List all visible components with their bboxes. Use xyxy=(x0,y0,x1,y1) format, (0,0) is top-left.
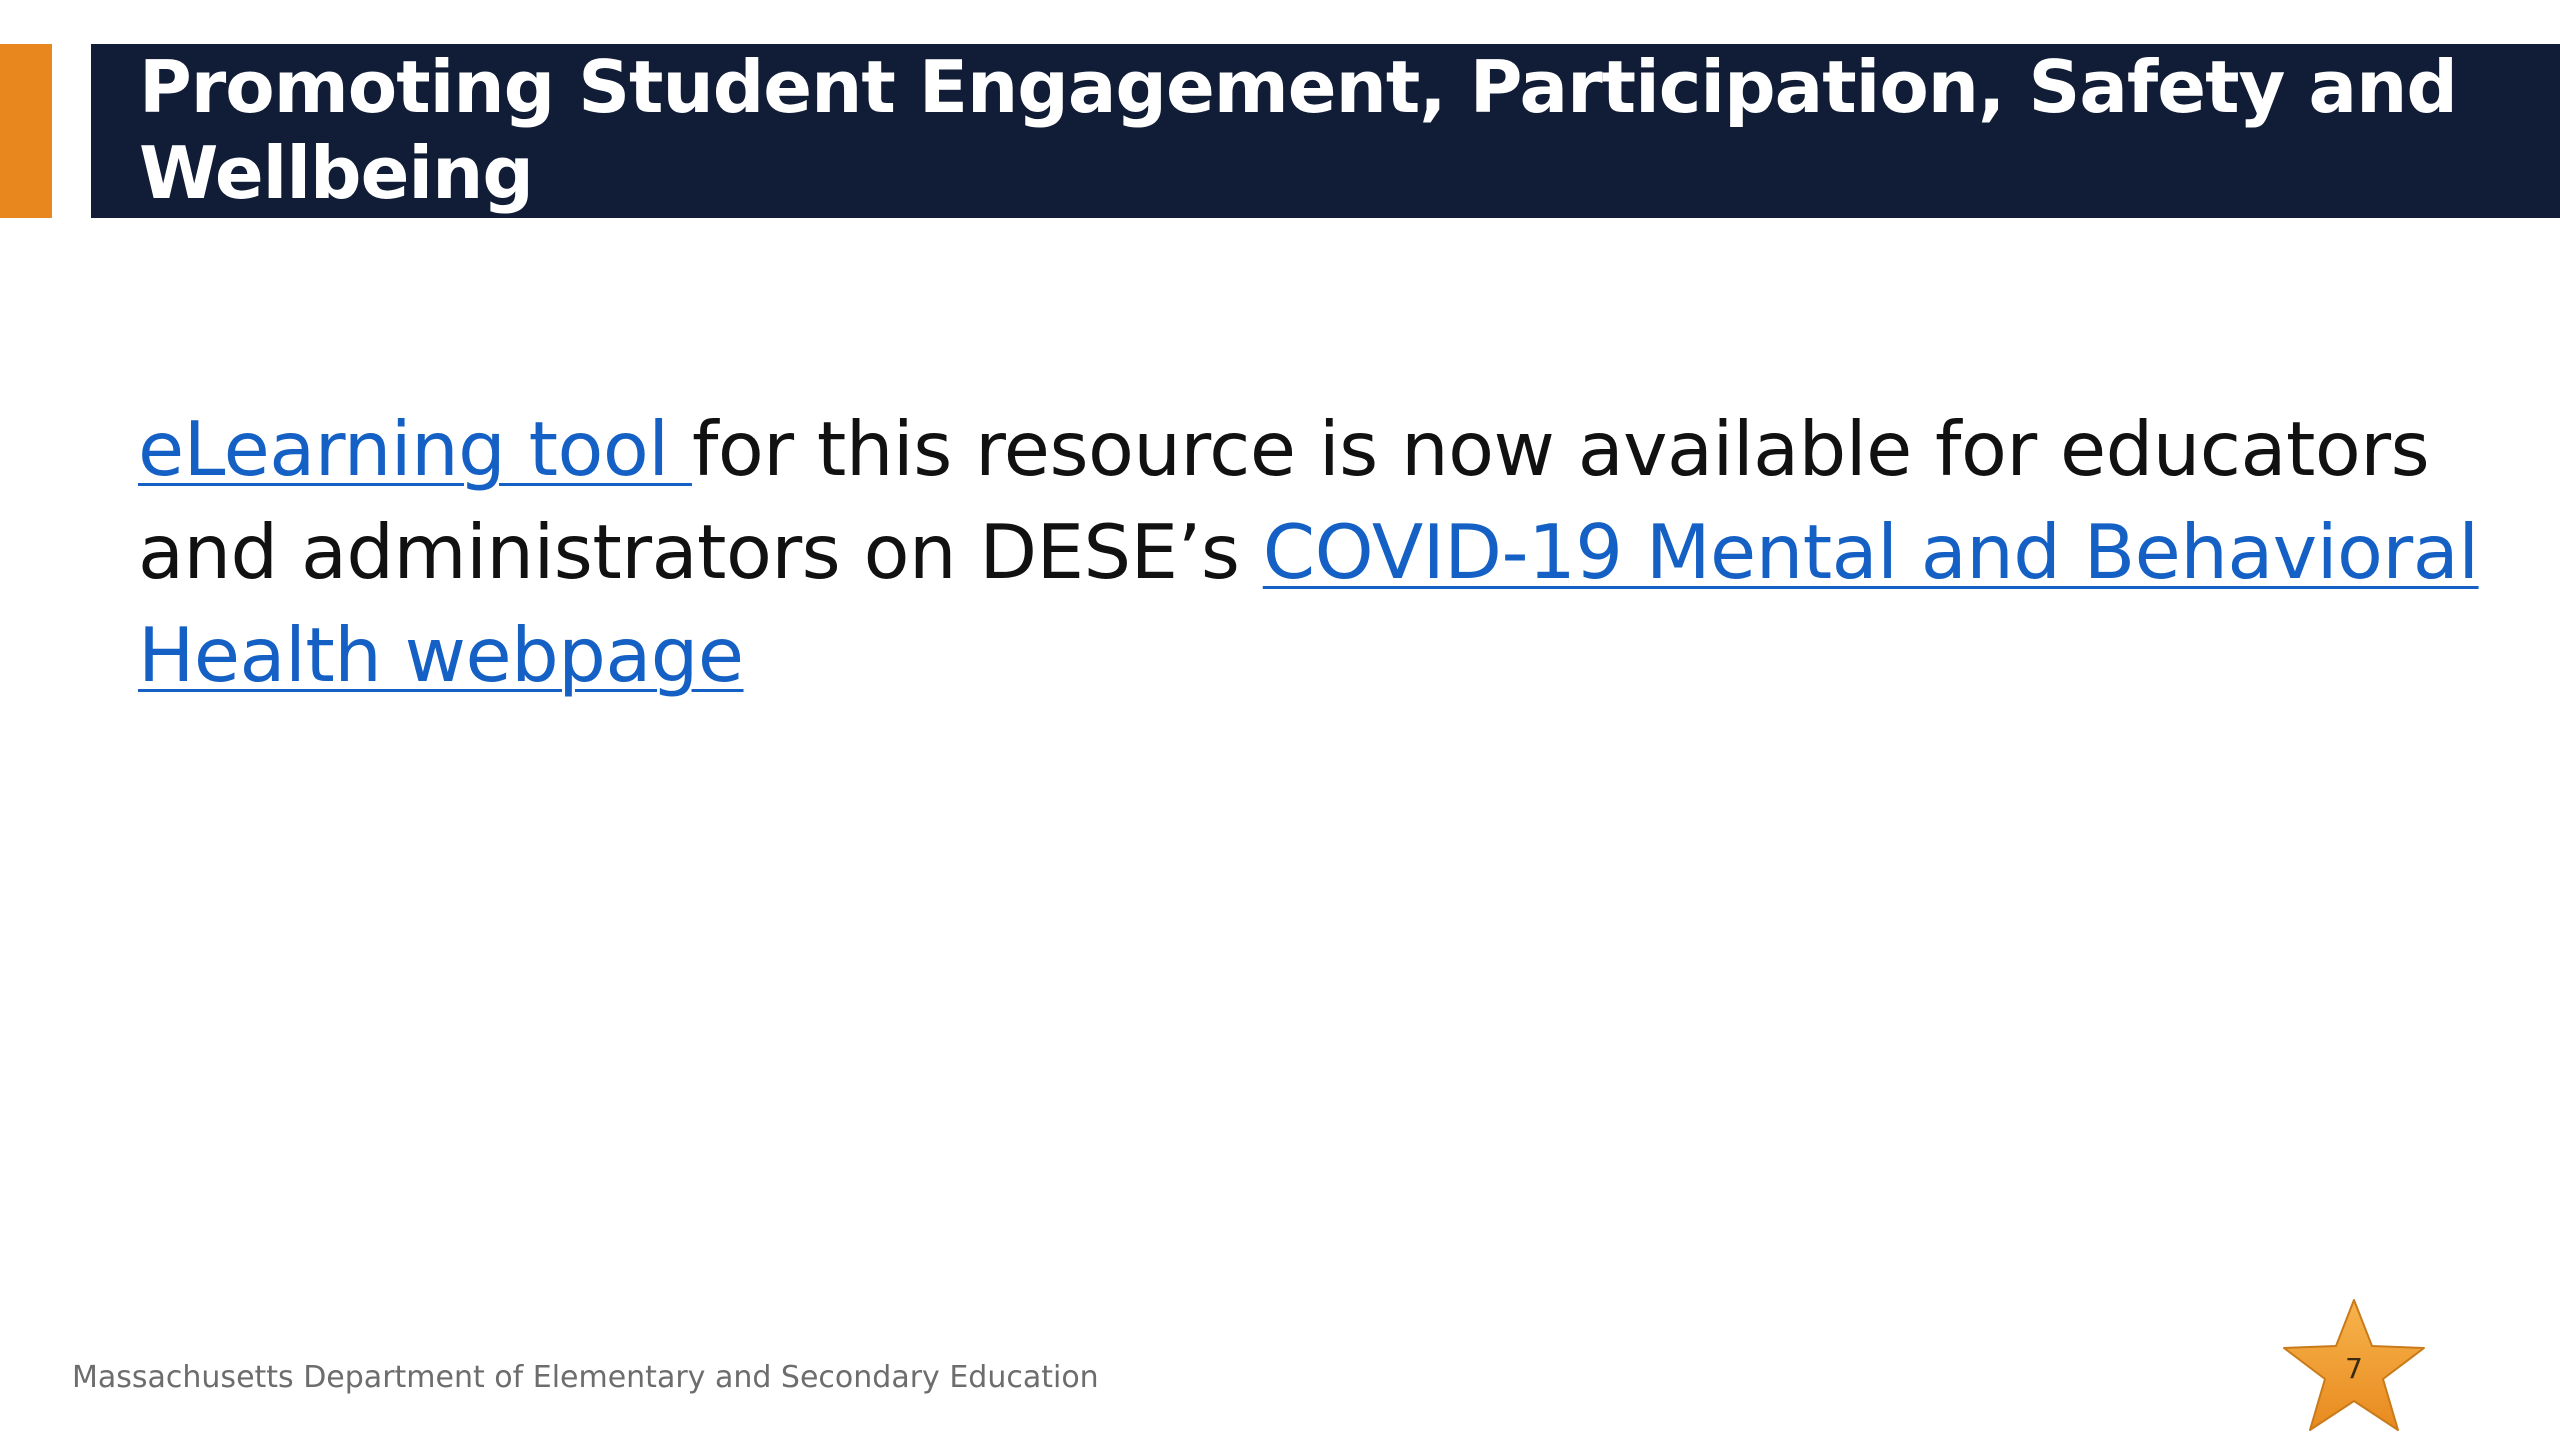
elearning-tool-link[interactable]: eLearning tool xyxy=(138,405,692,493)
covid-mental-health-webpage-link[interactable]: COVID-19 Mental and Behavioral Health webpage xyxy=(138,508,2479,699)
body-paragraph xyxy=(138,398,2498,707)
accent-bar xyxy=(0,44,52,218)
body-text-middle: for this resource is now available for educators and administrators on DESE’s xyxy=(138,405,2430,596)
slide-title: Promoting Student Engagement, Participation, Safety and Wellbeing xyxy=(139,45,2457,215)
footer-organization: Massachusetts Department of Elementary and Secondary Education xyxy=(72,1360,1099,1395)
page-number: 7 xyxy=(2345,1352,2363,1385)
title-bar xyxy=(91,44,2560,218)
